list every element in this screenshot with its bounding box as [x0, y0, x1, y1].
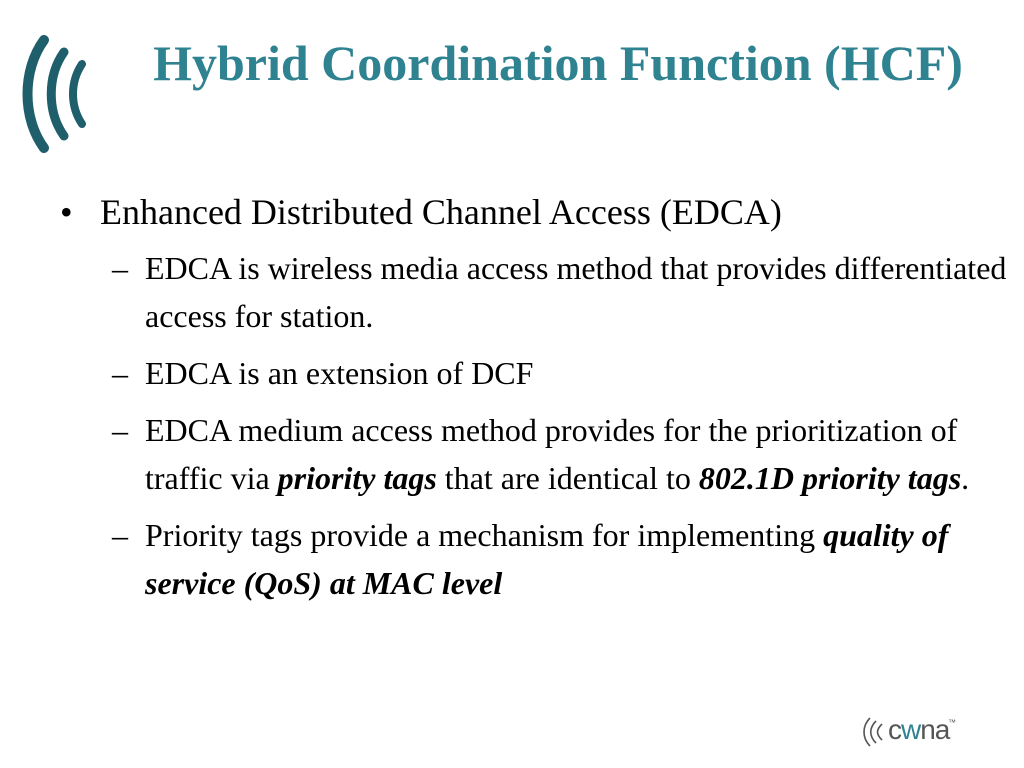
cwna-c: c [888, 714, 901, 745]
sub-bullet-text-part: that are identical to [436, 460, 699, 496]
sub-bullet-text: EDCA is wireless media access method that provides differentiated access for station. [145, 250, 1007, 334]
slide-title: Hybrid Coordination Function (HCF) [153, 35, 963, 91]
cwna-w: w [901, 714, 921, 745]
sub-bullet-3 [58, 406, 1008, 502]
radio-waves-logo-icon [14, 30, 110, 158]
cwna-waves-icon [860, 712, 890, 752]
sub-bullet-marker: – [112, 517, 128, 553]
bullet-text: Enhanced Distributed Channel Access (EDCA) [100, 192, 782, 232]
trademark-symbol: ™ [948, 718, 956, 727]
sub-bullet-text-part: EDCA medium access method provides for the prioritization of traffic via [145, 412, 958, 496]
cwna-logo-icon [860, 712, 984, 752]
sub-bullet-4 [58, 511, 1008, 607]
cwna-wordmark [888, 714, 949, 746]
sub-bullet-marker: – [112, 355, 128, 391]
sub-bullet-marker: – [112, 412, 128, 448]
bullet-edca [58, 188, 1008, 236]
emphasis-8021d-priority-tags: 802.1D priority tags [698, 460, 962, 496]
sub-bullet-marker: – [112, 250, 128, 286]
emphasis-priority-tags: priority tags [277, 460, 437, 496]
sub-bullet-text: EDCA is an extension of DCF [145, 355, 534, 391]
emphasis-qos-mac-level: quality of service (QoS) at MAC level [145, 517, 949, 601]
sub-bullet-2 [58, 349, 1008, 397]
bullet-marker: • [60, 192, 73, 232]
cwna-na: na [920, 714, 950, 745]
sub-bullet-1 [58, 244, 1008, 340]
sub-bullet-text-part: . [961, 460, 970, 496]
sub-bullet-text-part: Priority tags provide a mechanism for implementing [145, 517, 824, 553]
slide-content [58, 188, 1008, 616]
